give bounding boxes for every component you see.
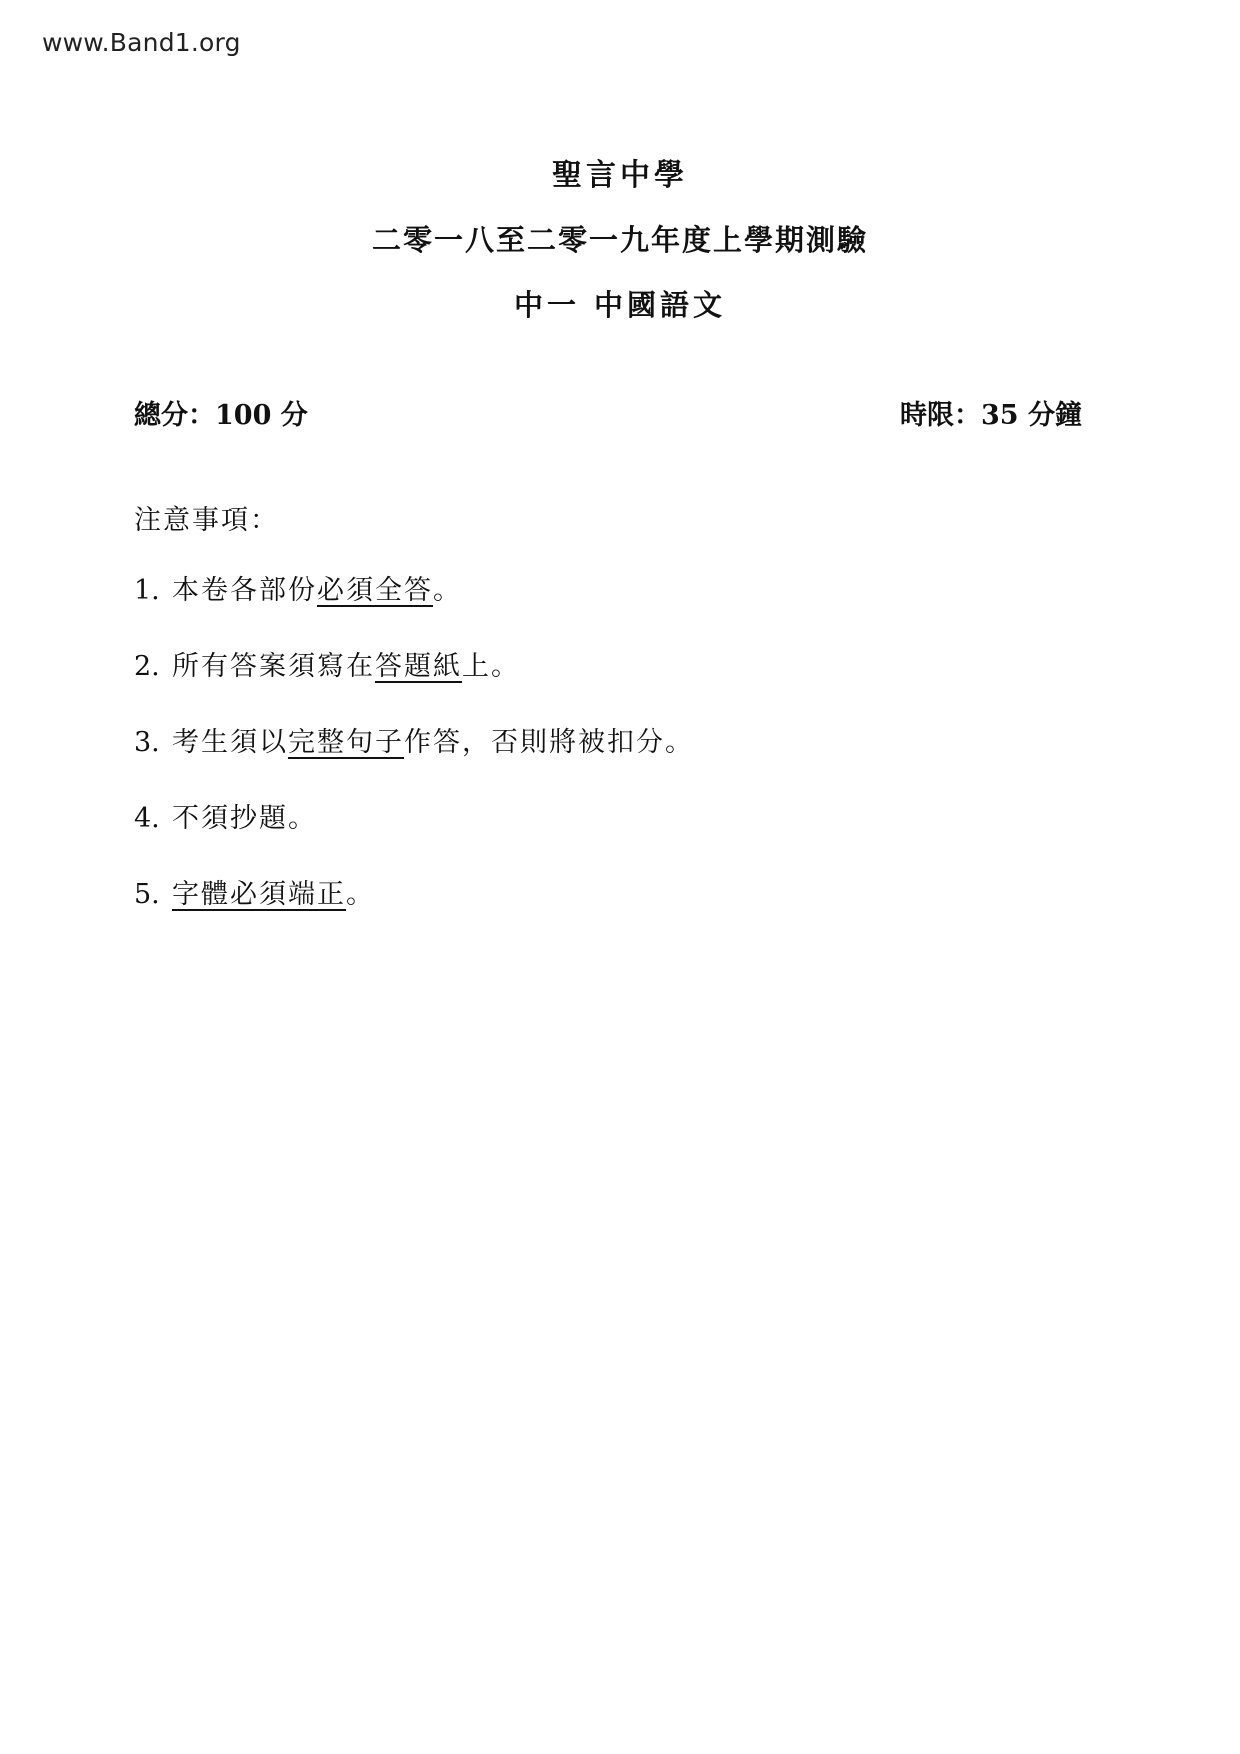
note-item xyxy=(134,801,694,877)
note-text: 不須抄題。 xyxy=(172,803,317,834)
note-underlined-text: 完整句子 xyxy=(288,727,404,758)
note-number: 2. xyxy=(134,651,160,682)
school-name: 聖言中學 xyxy=(552,158,688,193)
note-item xyxy=(134,877,694,953)
note-number: 5. xyxy=(134,879,160,910)
note-underlined-text: 字體必須端正 xyxy=(172,879,346,910)
note-underlined-text: 必須全答 xyxy=(317,575,433,606)
note-text: 。 xyxy=(433,575,462,606)
notes-list xyxy=(134,573,694,953)
note-text: 上。 xyxy=(462,651,520,682)
note-item xyxy=(134,649,694,725)
subject-title: 中一 中國語文 xyxy=(513,288,727,322)
watermark-url: www.Band1.org xyxy=(42,28,241,57)
note-underlined-text: 答題紙 xyxy=(375,651,462,682)
note-text: 所有答案須寫在 xyxy=(172,651,375,682)
note-text: 本卷各部份 xyxy=(172,575,317,606)
note-number: 3. xyxy=(134,727,160,758)
note-item xyxy=(134,573,694,649)
note-number: 1. xyxy=(134,575,160,606)
time-limit: 時限：35 分鐘 xyxy=(900,400,1082,431)
note-number: 4. xyxy=(134,803,160,834)
note-text: 。 xyxy=(346,879,375,910)
total-score: 總分：100 分 xyxy=(134,400,308,431)
note-text: 作答，否則將被扣分。 xyxy=(404,727,694,758)
notes-heading: 注意事項： xyxy=(134,505,279,536)
note-item xyxy=(134,725,694,801)
note-text: 考生須以 xyxy=(172,727,288,758)
exam-title: 二零一八至二零一九年度上學期測驗 xyxy=(371,223,868,257)
